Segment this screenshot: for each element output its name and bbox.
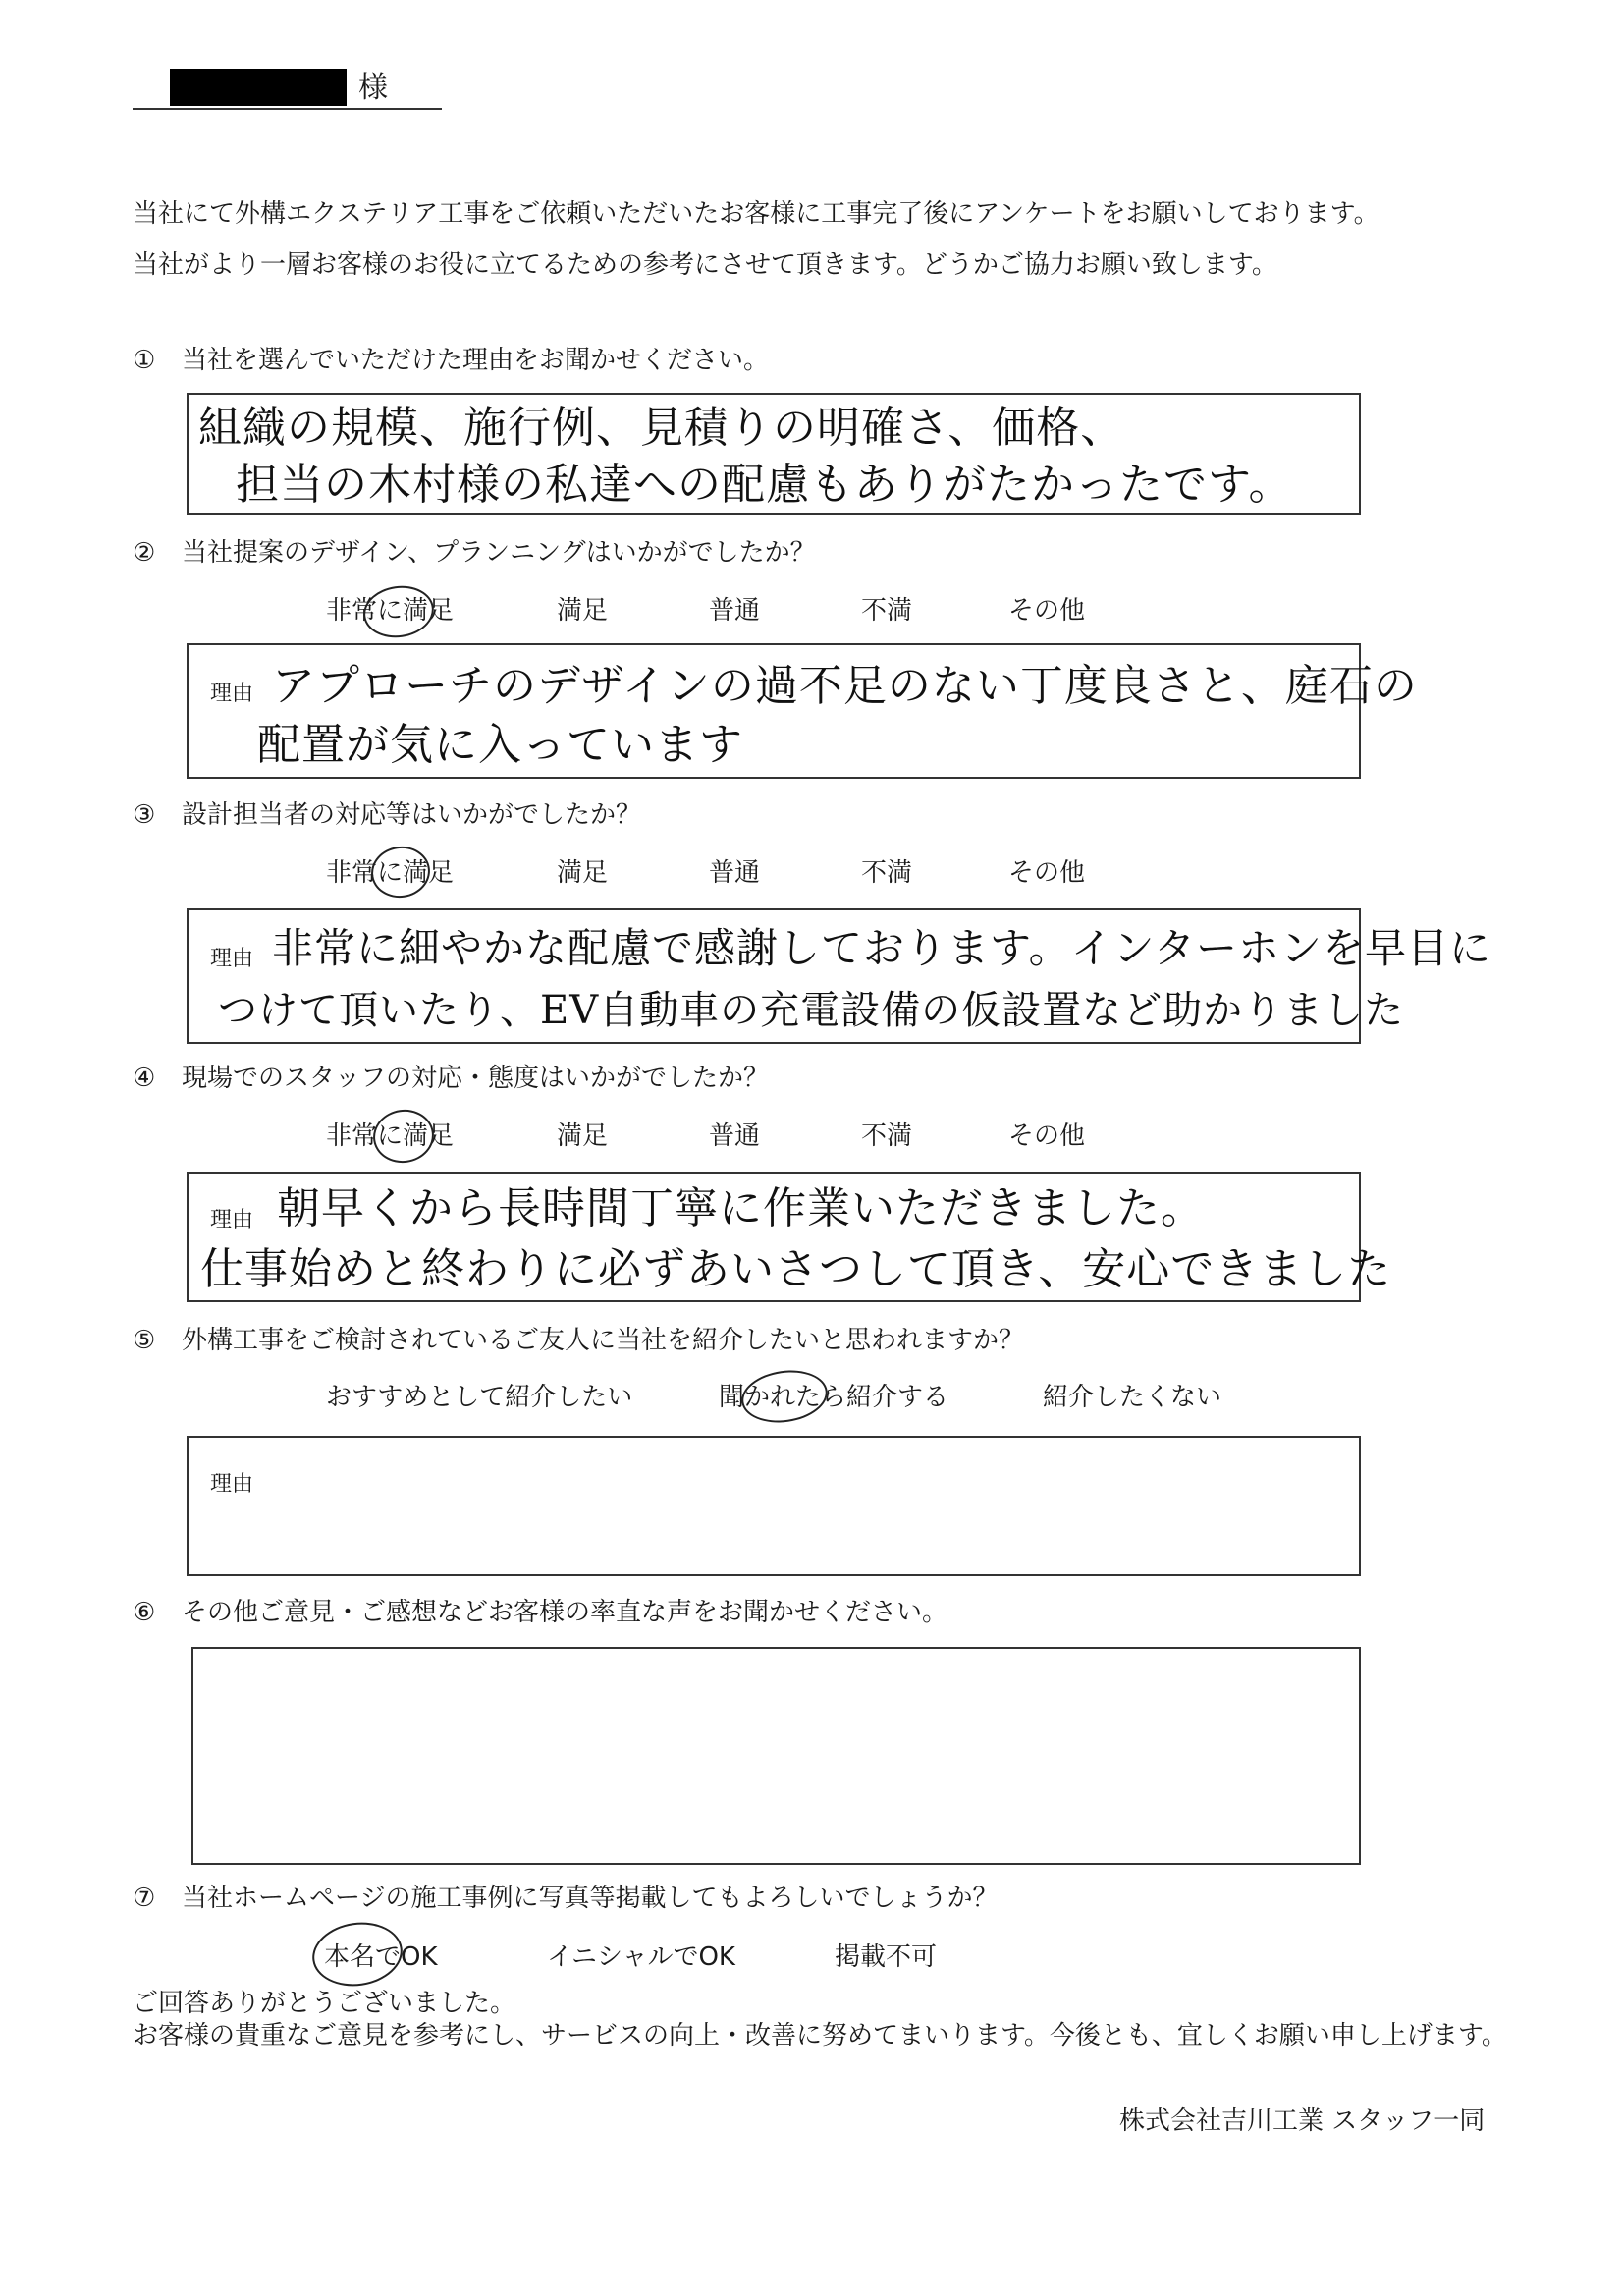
q3-answer-line-2: つけて頂いたり、EV自動車の充電設備の仮設置など助かりました (218, 988, 1405, 1033)
redacted-customer-name (170, 69, 347, 106)
q3-question: 設計担当者の対応等はいかがでしたか？ (182, 800, 642, 830)
q5-option-if-asked: 聞かれたら紹介する (719, 1383, 949, 1412)
q3-option-satisfied: 満足 (557, 858, 609, 888)
q2-reason-label: 理由 (210, 682, 254, 706)
honorific: 様 (358, 71, 388, 105)
q1-answer-line-1: 組織の規模、施行例、見積りの明確さ、価格、 (198, 403, 1125, 453)
q2-option-dissatisfied: 不満 (861, 596, 913, 626)
q3-option-very-satisfied: 非常に満足 (326, 858, 455, 888)
q5-option-not-recommend: 紹介したくない (1043, 1383, 1222, 1412)
q2-option-other: その他 (1008, 596, 1086, 626)
q2-selection-circle (360, 581, 438, 642)
q3-selection-circle (368, 843, 434, 902)
q1-answer-line-2: 担当の木村様の私達への配慮もありがたかったです。 (236, 460, 1293, 510)
q1-question: 当社を選んでいただけた理由をお聞かせください。 (182, 346, 770, 375)
q3-option-normal: 普通 (709, 858, 761, 888)
q2-option-satisfied: 満足 (557, 596, 609, 626)
q4-option-very-satisfied: 非常に満足 (326, 1121, 455, 1151)
q2-option-very-satisfied: 非常に満足 (326, 596, 455, 626)
q5-selection-circle (738, 1365, 831, 1428)
q5-option-recommend: おすすめとして紹介したい (326, 1383, 633, 1412)
q2-question: 当社提案のデザイン、プランニングはいかがでしたか？ (182, 538, 816, 568)
intro-line-2: 当社がより一層お客様のお役に立てるための参考にさせて頂きます。どうかご協力お願い致します。 (133, 250, 1277, 280)
q7-selection-circle (308, 1917, 406, 1992)
footer-thanks: ご回答ありがとうございました。 (133, 1989, 516, 2018)
q4-option-satisfied: 満足 (557, 1121, 609, 1151)
q1-number: ① (133, 346, 156, 375)
q3-answer-line-1: 非常に細やかな配慮で感謝しております。インターホンを早目に (272, 924, 1491, 972)
q3-reason-label: 理由 (210, 947, 254, 971)
q7-option-initials: イニシャルでOK (547, 1942, 735, 1972)
q7-question: 当社ホームページの施工事例に写真等掲載してもよろしいでしょうか？ (182, 1884, 999, 1913)
name-underline (133, 108, 442, 110)
q4-number: ④ (133, 1064, 156, 1093)
q4-option-normal: 普通 (709, 1121, 761, 1151)
intro-line-1: 当社にて外構エクステリア工事をご依頼いただいたお客様に工事完了後にアンケートをお願いしております。 (133, 199, 1380, 229)
q2-answer-line-2: 配置が気に入っています (257, 720, 743, 770)
q2-option-normal: 普通 (709, 596, 761, 626)
q4-question: 現場でのスタッフの対応・態度はいかがでしたか？ (182, 1064, 770, 1093)
q5-number: ⑤ (133, 1326, 156, 1355)
q2-answer-box (187, 643, 1418, 779)
q3-answer-box (187, 908, 1491, 1044)
q6-answer-box (191, 1647, 1361, 1865)
q1-answer-box (187, 393, 1361, 515)
q6-question: その他ご意見・ご感想などお客様の率直な声をお聞かせください。 (182, 1598, 948, 1627)
footer-message: お客様の貴重なご意見を参考にし、サービスの向上・改善に努めてまいります。今後とも、宜しくお願い申し上げます。 (133, 2021, 1507, 2050)
q4-selection-circle (370, 1106, 438, 1167)
q4-option-dissatisfied: 不満 (861, 1121, 913, 1151)
q6-number: ⑥ (133, 1598, 156, 1627)
q4-option-other: その他 (1008, 1121, 1086, 1151)
q5-question: 外構工事をご検討されているご友人に当社を紹介したいと思われますか？ (182, 1326, 1025, 1355)
q3-option-other: その他 (1008, 858, 1086, 888)
q2-answer-line-1: アプローチのデザインの過不足のない丁度良さと、庭石の (272, 661, 1418, 711)
company-signature: 株式会社吉川工業 スタッフ一同 (1119, 2106, 1486, 2136)
q4-reason-label: 理由 (210, 1208, 254, 1232)
q5-answer-box (187, 1436, 1361, 1576)
q7-option-real-name: 本名でOK (324, 1942, 438, 1972)
q3-number: ③ (133, 800, 156, 830)
q4-answer-line-1: 朝早くから長時間丁寧に作業いただきました。 (277, 1183, 1205, 1233)
q3-option-dissatisfied: 不満 (861, 858, 913, 888)
q7-number: ⑦ (133, 1884, 156, 1913)
q5-reason-label: 理由 (210, 1472, 254, 1497)
q4-answer-box (187, 1172, 1392, 1302)
q7-option-not-allowed: 掲載不可 (835, 1942, 938, 1972)
q4-answer-line-2: 仕事始めと終わりに必ずあいさつして頂き、安心できました (200, 1244, 1392, 1294)
q2-number: ② (133, 538, 156, 568)
